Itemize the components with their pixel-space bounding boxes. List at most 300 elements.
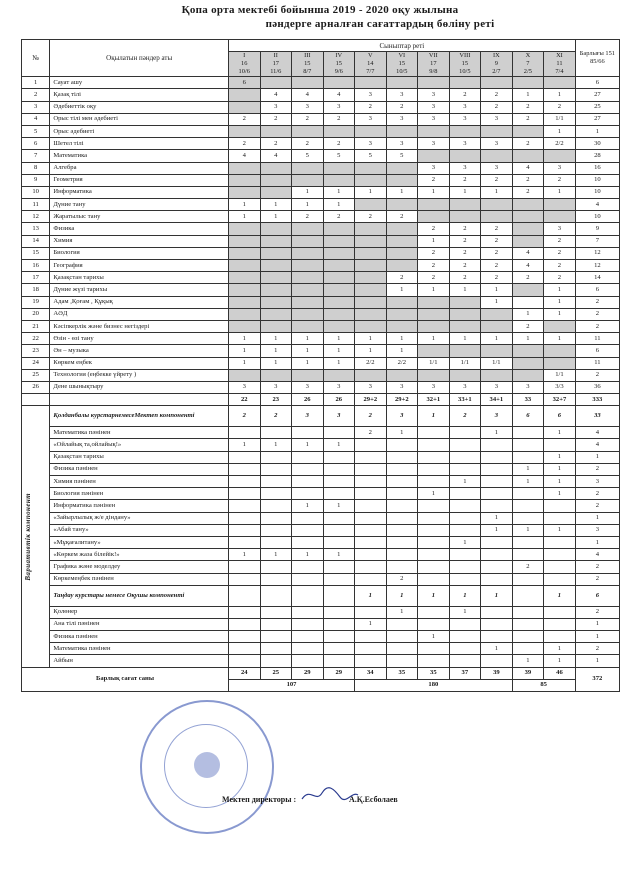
component-hours: 1 bbox=[418, 631, 450, 643]
hours-cell bbox=[355, 247, 387, 259]
subject-name: Адам ,Қоғам , Құқық bbox=[50, 296, 229, 308]
component-hours bbox=[418, 561, 450, 573]
component-hours bbox=[512, 606, 544, 618]
component-hours: 2 bbox=[260, 406, 292, 427]
component-hours bbox=[292, 524, 324, 536]
hours-cell: 3 bbox=[418, 89, 450, 101]
hours-cell bbox=[323, 125, 355, 137]
hours-cell bbox=[228, 125, 260, 137]
hours-cell bbox=[481, 320, 513, 332]
hours-cell: 1 bbox=[418, 333, 450, 345]
hours-cell: 4 bbox=[512, 247, 544, 259]
hours-cell bbox=[323, 308, 355, 320]
hours-cell: 2 bbox=[512, 101, 544, 113]
hours-cell bbox=[228, 162, 260, 174]
component-hours bbox=[512, 585, 544, 606]
col-no-header: № bbox=[22, 40, 50, 77]
subject-name: Дүние жүзі тарихы bbox=[50, 284, 229, 296]
hours-cell: 2 bbox=[292, 113, 324, 125]
hours-cell: 1 bbox=[544, 296, 576, 308]
component-hours: 1 bbox=[481, 524, 513, 536]
subject-name: Алгебра bbox=[50, 162, 229, 174]
component-hours: 1 bbox=[386, 427, 418, 439]
hours-cell bbox=[323, 174, 355, 186]
hours-cell: 3 bbox=[481, 113, 513, 125]
hours-cell bbox=[386, 369, 418, 381]
component-hours bbox=[260, 500, 292, 512]
component-hours: 1 bbox=[418, 488, 450, 500]
hours-cell bbox=[418, 150, 450, 162]
component-name: Таңдау курстары немесе Оқушы компоненті bbox=[50, 585, 229, 606]
component-hours bbox=[449, 573, 481, 585]
row-number: 26 bbox=[22, 381, 50, 393]
subject-total: 10 bbox=[575, 211, 619, 223]
component-hours bbox=[323, 536, 355, 548]
subject-name: Орыс тілі мен әдебиеті bbox=[50, 113, 229, 125]
component-hours: 1 bbox=[544, 427, 576, 439]
hours-cell: 3 bbox=[418, 162, 450, 174]
hours-cell: 2 bbox=[512, 138, 544, 150]
hours-cell bbox=[481, 150, 513, 162]
hours-cell bbox=[481, 77, 513, 89]
component-hours bbox=[355, 606, 387, 618]
hours-cell: 3 bbox=[292, 101, 324, 113]
hours-cell: 5 bbox=[386, 150, 418, 162]
hours-cell bbox=[323, 272, 355, 284]
component-hours bbox=[449, 549, 481, 561]
hours-cell: 1/1 bbox=[544, 113, 576, 125]
hours-cell bbox=[512, 357, 544, 369]
component-total: 2 bbox=[575, 561, 619, 573]
hours-cell bbox=[355, 260, 387, 272]
component-name: «Ойлайық та,ойлайық!» bbox=[50, 439, 229, 451]
hours-cell bbox=[544, 211, 576, 223]
subject-total: 7 bbox=[575, 235, 619, 247]
component-row bbox=[22, 524, 620, 536]
grade-a: 15 bbox=[304, 60, 311, 68]
hours-cell: 2 bbox=[228, 113, 260, 125]
hours-cell bbox=[418, 320, 450, 332]
hours-cell bbox=[228, 186, 260, 198]
component-hours: 1 bbox=[449, 585, 481, 606]
variative-label-cell bbox=[22, 406, 50, 667]
grade-header bbox=[544, 52, 576, 77]
component-hours bbox=[260, 488, 292, 500]
component-hours bbox=[260, 536, 292, 548]
component-hours bbox=[355, 512, 387, 524]
component-hours bbox=[260, 618, 292, 630]
subject-name: Қазақ тілі bbox=[50, 89, 229, 101]
hours-cell: 1/1 bbox=[481, 357, 513, 369]
subtotal-cell: 23 bbox=[260, 394, 292, 406]
hours-cell bbox=[323, 320, 355, 332]
hours-cell bbox=[355, 272, 387, 284]
hours-cell: 1 bbox=[418, 284, 450, 296]
component-hours bbox=[449, 561, 481, 573]
row-number: 21 bbox=[22, 320, 50, 332]
grade-a: 15 bbox=[335, 60, 342, 68]
component-name: Қазақстан тарихы bbox=[50, 451, 229, 463]
grand-total-cell: 39 bbox=[512, 667, 544, 679]
subject-name: Технология (еңбекке үйрету ) bbox=[50, 369, 229, 381]
hours-cell bbox=[292, 296, 324, 308]
hours-cell: 1 bbox=[355, 345, 387, 357]
hours-cell: 1 bbox=[544, 284, 576, 296]
subject-row bbox=[22, 308, 620, 320]
row-number: 12 bbox=[22, 211, 50, 223]
subject-name: Дүние тану bbox=[50, 199, 229, 211]
hours-cell bbox=[544, 199, 576, 211]
hours-cell bbox=[260, 77, 292, 89]
hours-cell bbox=[449, 125, 481, 137]
component-hours bbox=[292, 476, 324, 488]
component-hours: 1 bbox=[449, 606, 481, 618]
grade-roman: X bbox=[525, 52, 531, 60]
component-hours: 1 bbox=[449, 536, 481, 548]
component-hours: 1 bbox=[481, 427, 513, 439]
grade-b: 7/7 bbox=[366, 68, 375, 76]
grade-header bbox=[228, 52, 260, 77]
component-name: Математика пәнінен bbox=[50, 427, 229, 439]
component-hours bbox=[449, 463, 481, 475]
component-hours bbox=[386, 463, 418, 475]
component-hours: 3 bbox=[292, 406, 324, 427]
hours-cell bbox=[544, 150, 576, 162]
component-hours bbox=[512, 618, 544, 630]
hours-cell bbox=[292, 308, 324, 320]
hours-cell bbox=[228, 284, 260, 296]
component-hours bbox=[323, 427, 355, 439]
component-hours bbox=[512, 512, 544, 524]
hours-cell: 4 bbox=[228, 150, 260, 162]
hours-cell: 1 bbox=[292, 333, 324, 345]
component-row bbox=[22, 655, 620, 667]
component-hours: 1 bbox=[544, 524, 576, 536]
subject-row bbox=[22, 284, 620, 296]
subject-total: 30 bbox=[575, 138, 619, 150]
subject-total: 2 bbox=[575, 308, 619, 320]
component-hours bbox=[355, 643, 387, 655]
hours-cell: 1 bbox=[449, 333, 481, 345]
row-number: 23 bbox=[22, 345, 50, 357]
subject-total: 6 bbox=[575, 77, 619, 89]
hours-cell: 2 bbox=[260, 113, 292, 125]
subject-row bbox=[22, 113, 620, 125]
hours-cell: 3 bbox=[544, 223, 576, 235]
hours-cell: 1 bbox=[228, 333, 260, 345]
hours-cell bbox=[292, 260, 324, 272]
hours-cell bbox=[386, 199, 418, 211]
hours-cell bbox=[386, 77, 418, 89]
subject-row bbox=[22, 247, 620, 259]
hours-cell: 1/1 bbox=[449, 357, 481, 369]
component-hours bbox=[544, 561, 576, 573]
hours-cell bbox=[355, 199, 387, 211]
component-hours bbox=[292, 606, 324, 618]
subject-total: 16 bbox=[575, 162, 619, 174]
subject-row bbox=[22, 89, 620, 101]
hours-cell: 3 bbox=[292, 381, 324, 393]
subtotal-cell: 34+1 bbox=[481, 394, 513, 406]
component-row bbox=[22, 618, 620, 630]
component-hours: 1 bbox=[323, 549, 355, 561]
hours-cell: 3 bbox=[323, 381, 355, 393]
component-hours bbox=[512, 549, 544, 561]
subject-total: 9 bbox=[575, 223, 619, 235]
component-hours bbox=[323, 655, 355, 667]
component-total: 1 bbox=[575, 655, 619, 667]
component-hours bbox=[386, 655, 418, 667]
component-hours bbox=[292, 573, 324, 585]
component-hours: 1 bbox=[512, 524, 544, 536]
hours-cell: 3 bbox=[544, 162, 576, 174]
grand-total-cell: 34 bbox=[355, 667, 387, 679]
component-row bbox=[22, 536, 620, 548]
component-hours bbox=[544, 536, 576, 548]
component-hours bbox=[481, 500, 513, 512]
subject-total: 28 bbox=[575, 150, 619, 162]
grade-header bbox=[512, 52, 544, 77]
hours-cell: 2 bbox=[481, 272, 513, 284]
hours-cell: 2 bbox=[481, 223, 513, 235]
component-hours: 3 bbox=[323, 406, 355, 427]
row-number: 7 bbox=[22, 150, 50, 162]
subject-row bbox=[22, 381, 620, 393]
hours-cell: 1 bbox=[292, 345, 324, 357]
hours-cell: 2 bbox=[544, 174, 576, 186]
component-name: Физика пәнінен bbox=[50, 463, 229, 475]
component-hours bbox=[418, 463, 450, 475]
hours-cell: 1 bbox=[512, 89, 544, 101]
component-hours bbox=[228, 500, 260, 512]
hours-cell bbox=[260, 260, 292, 272]
subject-total: 27 bbox=[575, 89, 619, 101]
subject-name: Жаратылыс тану bbox=[50, 211, 229, 223]
hours-cell: 3 bbox=[449, 113, 481, 125]
row-number: 10 bbox=[22, 186, 50, 198]
hours-cell bbox=[512, 235, 544, 247]
hours-cell: 2 bbox=[418, 272, 450, 284]
grand-total-cell: 37 bbox=[449, 667, 481, 679]
component-hours bbox=[481, 549, 513, 561]
hours-cell bbox=[386, 247, 418, 259]
component-hours bbox=[449, 655, 481, 667]
hours-cell bbox=[512, 211, 544, 223]
hours-cell bbox=[355, 77, 387, 89]
hours-cell bbox=[481, 199, 513, 211]
hours-cell: 3 bbox=[323, 101, 355, 113]
component-total: 1 bbox=[575, 536, 619, 548]
grand-total-cell: 46 bbox=[544, 667, 576, 679]
hours-cell: 1 bbox=[449, 284, 481, 296]
component-hours: 1 bbox=[260, 549, 292, 561]
row-number: 11 bbox=[22, 199, 50, 211]
grade-header bbox=[323, 52, 355, 77]
component-total: 3 bbox=[575, 476, 619, 488]
hours-cell: 2 bbox=[481, 101, 513, 113]
hours-cell bbox=[449, 320, 481, 332]
component-name: «Зайырлылық ж/е діндану» bbox=[50, 512, 229, 524]
hours-cell: 2 bbox=[481, 260, 513, 272]
grade-a: 15 bbox=[398, 60, 406, 68]
component-hours bbox=[355, 500, 387, 512]
hours-cell bbox=[512, 296, 544, 308]
subtotal-cell: 29+2 bbox=[355, 394, 387, 406]
row-number: 19 bbox=[22, 296, 50, 308]
hours-cell: 2/2 bbox=[355, 357, 387, 369]
hours-cell: 1 bbox=[544, 333, 576, 345]
row-number: 18 bbox=[22, 284, 50, 296]
hours-cell: 4 bbox=[260, 150, 292, 162]
component-hours bbox=[449, 427, 481, 439]
subject-name: Қазақстан тарихы bbox=[50, 272, 229, 284]
subject-row bbox=[22, 296, 620, 308]
subtotal-cell: 26 bbox=[292, 394, 324, 406]
component-hours bbox=[323, 476, 355, 488]
row-number: 16 bbox=[22, 260, 50, 272]
hours-cell: 1 bbox=[260, 333, 292, 345]
component-row bbox=[22, 573, 620, 585]
component-hours bbox=[323, 585, 355, 606]
component-hours bbox=[512, 439, 544, 451]
hours-cell bbox=[355, 223, 387, 235]
grand-total-cell: 39 bbox=[481, 667, 513, 679]
component-row bbox=[22, 643, 620, 655]
col-total-header: Барлығы 151 85/66 bbox=[575, 40, 619, 77]
component-hours bbox=[355, 451, 387, 463]
subject-total: 14 bbox=[575, 272, 619, 284]
component-total: 33 bbox=[575, 406, 619, 427]
component-hours: 1 bbox=[418, 406, 450, 427]
hours-cell: 6 bbox=[228, 77, 260, 89]
hours-cell bbox=[323, 77, 355, 89]
component-hours bbox=[418, 451, 450, 463]
component-hours bbox=[355, 463, 387, 475]
hours-cell bbox=[355, 174, 387, 186]
grade-roman: VIII bbox=[459, 52, 471, 60]
component-hours: 1 bbox=[228, 439, 260, 451]
hours-cell bbox=[260, 186, 292, 198]
hours-cell bbox=[418, 125, 450, 137]
subject-total: 4 bbox=[575, 199, 619, 211]
hours-cell bbox=[544, 357, 576, 369]
hours-cell bbox=[292, 174, 324, 186]
component-total: 4 bbox=[575, 439, 619, 451]
component-hours: 1 bbox=[355, 585, 387, 606]
component-hours bbox=[355, 549, 387, 561]
grade-header bbox=[355, 52, 387, 77]
hours-cell bbox=[323, 223, 355, 235]
group-primary: 107 bbox=[228, 679, 354, 691]
hours-cell: 1 bbox=[512, 333, 544, 345]
component-hours bbox=[292, 488, 324, 500]
component-hours bbox=[228, 655, 260, 667]
component-header-row bbox=[22, 585, 620, 606]
subject-row bbox=[22, 345, 620, 357]
hours-cell bbox=[323, 369, 355, 381]
subject-row bbox=[22, 125, 620, 137]
component-hours bbox=[292, 512, 324, 524]
subject-total: 11 bbox=[575, 333, 619, 345]
component-name: Графика және моделдеу bbox=[50, 561, 229, 573]
component-total: 1 bbox=[575, 618, 619, 630]
component-hours bbox=[292, 463, 324, 475]
component-total: 1 bbox=[575, 451, 619, 463]
hours-cell: 3 bbox=[386, 113, 418, 125]
row-number: 4 bbox=[22, 113, 50, 125]
component-hours bbox=[323, 451, 355, 463]
component-row bbox=[22, 463, 620, 475]
hours-cell: 2 bbox=[355, 101, 387, 113]
subject-name: АӘД bbox=[50, 308, 229, 320]
component-hours bbox=[292, 618, 324, 630]
hours-cell bbox=[228, 101, 260, 113]
component-hours bbox=[512, 573, 544, 585]
subject-name: Өзін - өзі тану bbox=[50, 333, 229, 345]
hours-cell: 3 bbox=[355, 89, 387, 101]
component-hours bbox=[323, 488, 355, 500]
hours-cell bbox=[228, 320, 260, 332]
hours-cell bbox=[260, 235, 292, 247]
grand-total-row bbox=[22, 667, 620, 679]
hours-cell bbox=[386, 223, 418, 235]
hours-cell bbox=[449, 150, 481, 162]
subtotal-cell: 22 bbox=[228, 394, 260, 406]
component-hours bbox=[323, 524, 355, 536]
component-hours bbox=[418, 618, 450, 630]
hours-cell: 1/1 bbox=[544, 369, 576, 381]
row-number: 20 bbox=[22, 308, 50, 320]
component-hours bbox=[418, 549, 450, 561]
hours-cell bbox=[481, 211, 513, 223]
subject-total: 2 bbox=[575, 320, 619, 332]
hours-cell bbox=[260, 174, 292, 186]
hours-cell: 3 bbox=[418, 381, 450, 393]
grade-b: 9/6 bbox=[334, 68, 343, 76]
subject-row bbox=[22, 235, 620, 247]
hours-cell: 3 bbox=[481, 138, 513, 150]
component-hours bbox=[418, 536, 450, 548]
component-hours bbox=[481, 476, 513, 488]
component-hours: 1 bbox=[544, 463, 576, 475]
subject-row bbox=[22, 77, 620, 89]
subject-row bbox=[22, 211, 620, 223]
component-hours: 1 bbox=[544, 451, 576, 463]
component-hours bbox=[323, 463, 355, 475]
component-hours bbox=[355, 488, 387, 500]
component-name: «Көркем жаза білейік!» bbox=[50, 549, 229, 561]
hours-cell: 4 bbox=[512, 162, 544, 174]
hours-cell: 3 bbox=[512, 381, 544, 393]
hours-cell: 2 bbox=[544, 260, 576, 272]
hours-cell: 3 bbox=[260, 381, 292, 393]
grade-a: 14 bbox=[367, 60, 374, 68]
grade-a: 15 bbox=[461, 60, 469, 68]
grade-b: 2/5 bbox=[523, 68, 532, 76]
hours-cell: 3 bbox=[418, 113, 450, 125]
hours-cell: 2 bbox=[386, 101, 418, 113]
subject-name: Ән – музыка bbox=[50, 345, 229, 357]
director-label: Мектеп директоры : bbox=[222, 795, 297, 804]
hours-cell: 1 bbox=[418, 186, 450, 198]
hours-cell bbox=[260, 369, 292, 381]
component-hours bbox=[228, 561, 260, 573]
hours-cell bbox=[512, 77, 544, 89]
hours-cell bbox=[260, 162, 292, 174]
component-hours bbox=[481, 606, 513, 618]
hours-cell bbox=[260, 320, 292, 332]
component-total: 1 bbox=[575, 512, 619, 524]
